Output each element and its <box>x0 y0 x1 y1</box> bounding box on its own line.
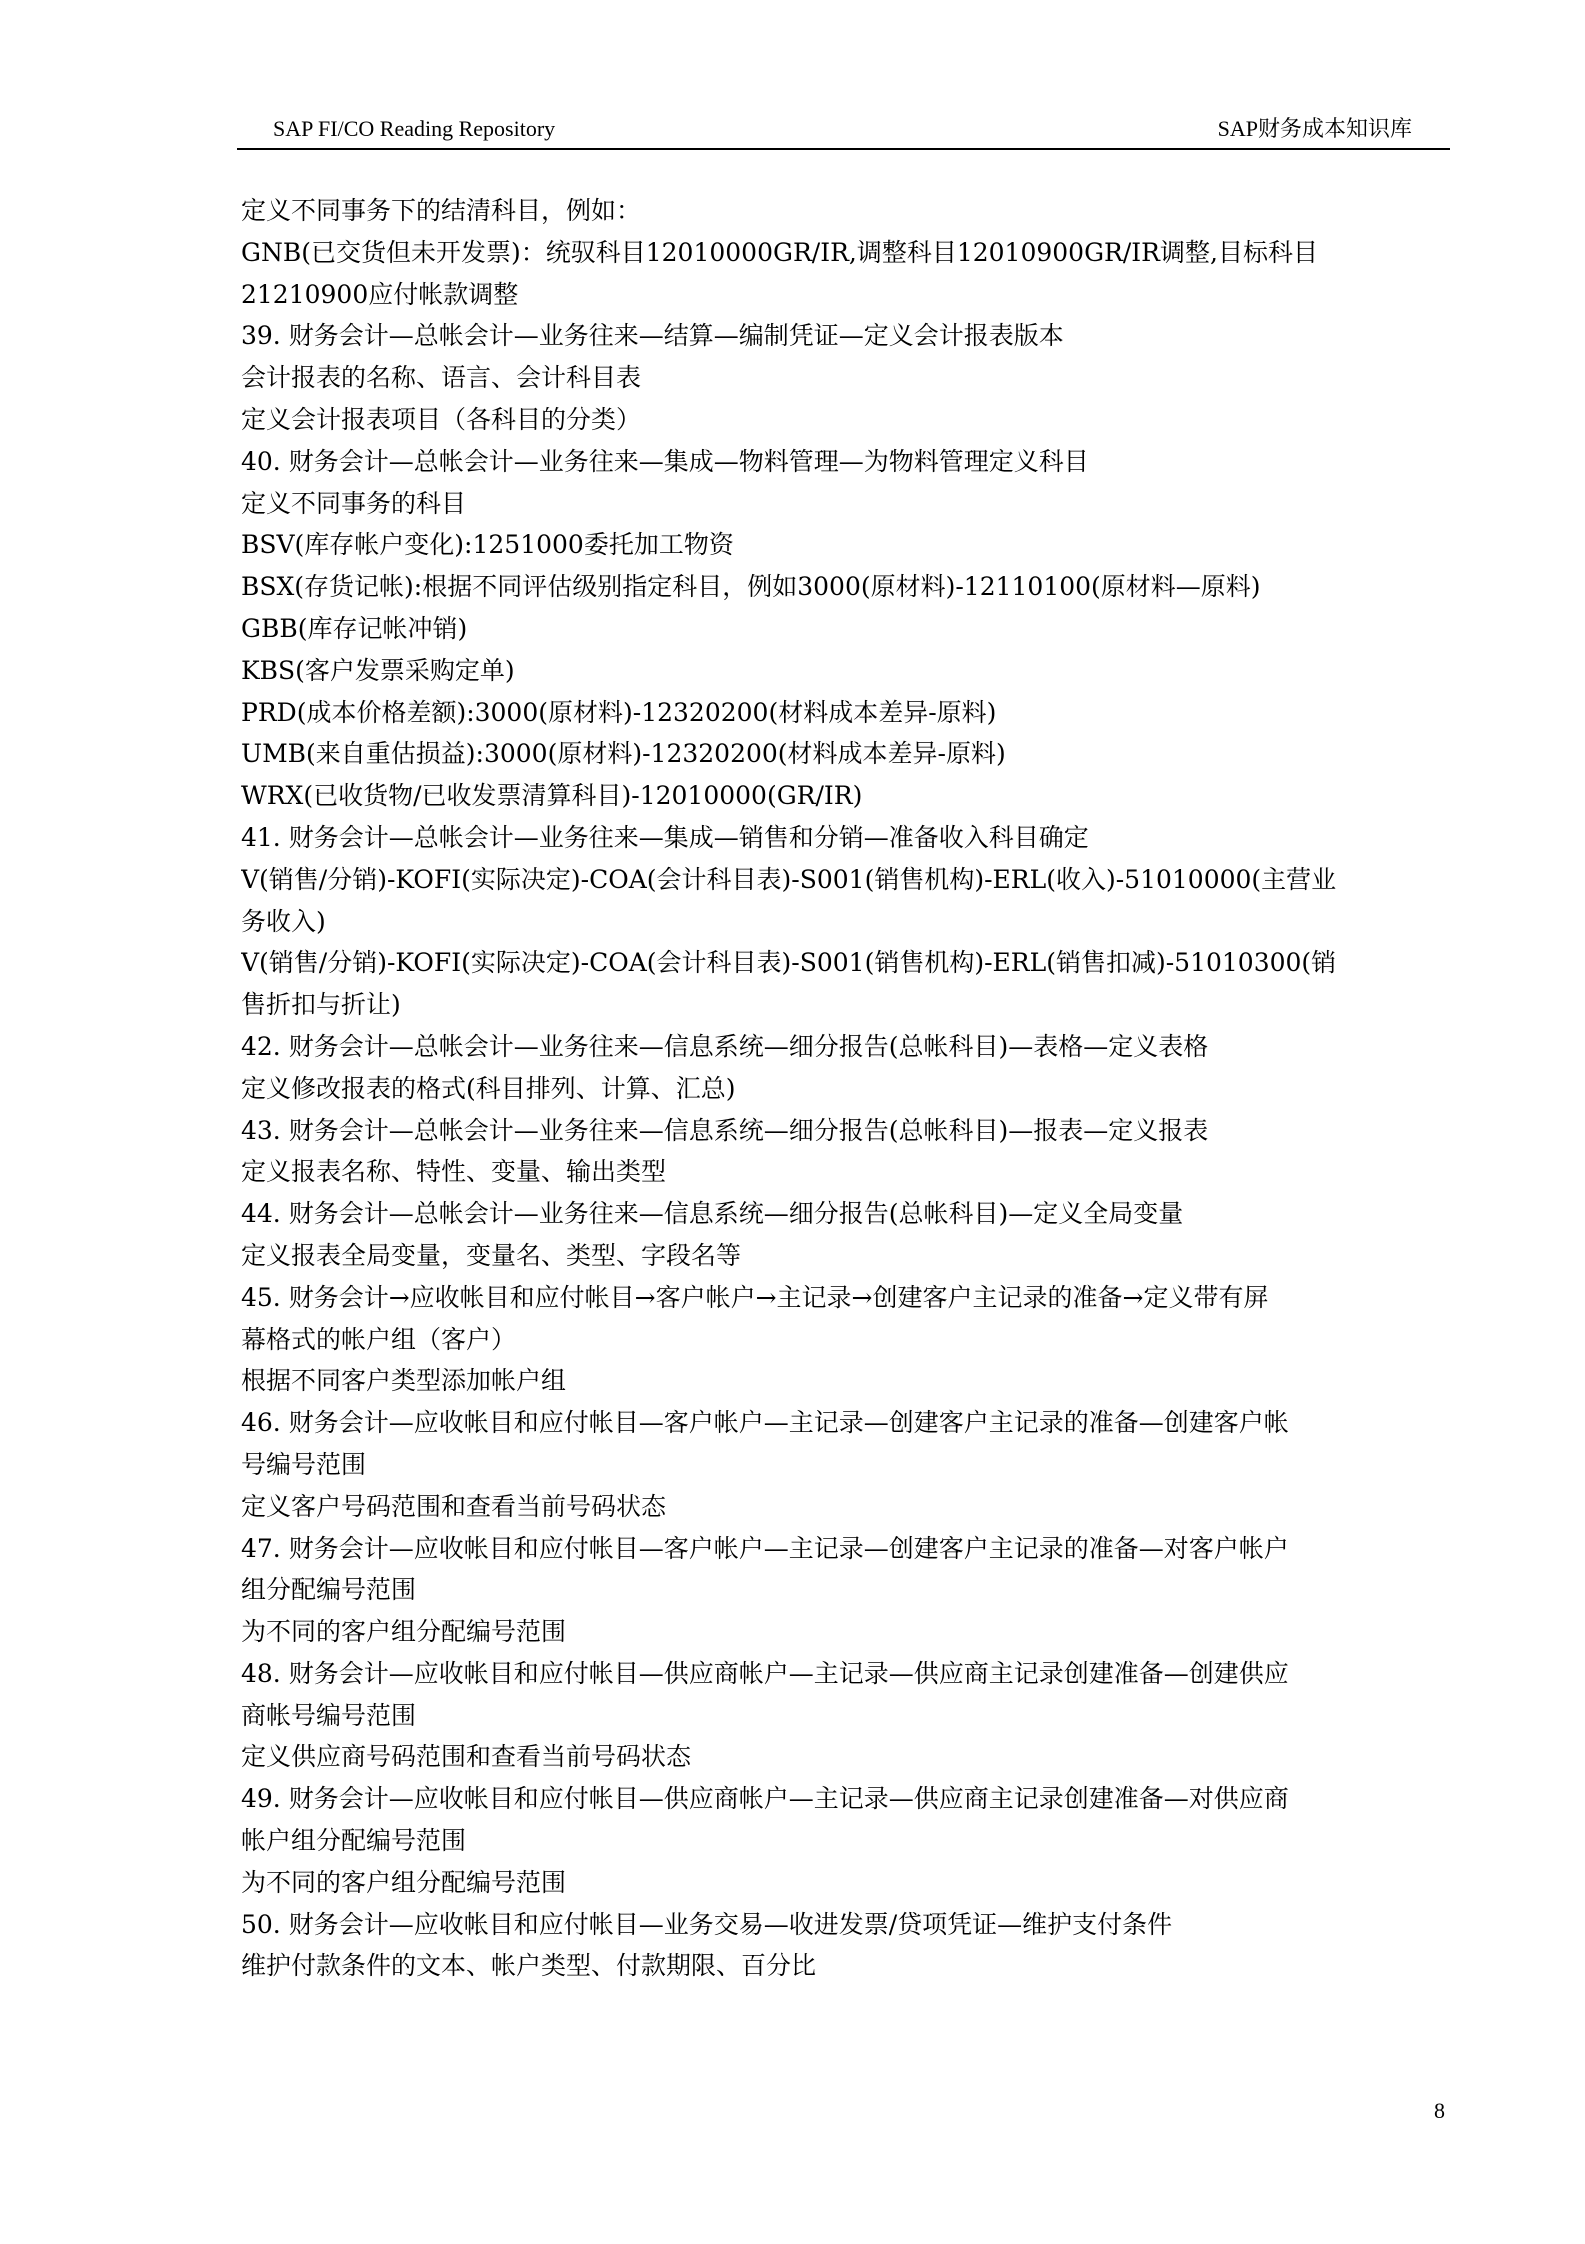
text-line: 定义报表全局变量，变量名、类型、字段名等 <box>241 1240 742 1270</box>
text-line: V(销售/分销)-KOFI(实际决定)-COA(会计科目表)-S001(销售机构)-ERL(收入)-51010000(主营业 <box>241 864 1337 894</box>
page-number: 8 <box>1434 2098 1445 2123</box>
text-line: BSX(存货记帐):根据不同评估级别指定科目，例如3000(原材料)-12110100(原材料—原料) <box>241 572 1261 602</box>
text-line: 45. 财务会计→应收帐目和应付帐目→客户帐户→主记录→创建客户主记录的准备→定义带有屏 <box>241 1282 1269 1312</box>
text-line: 42. 财务会计—总帐会计—业务往来—信息系统—细分报告(总帐科目)—表格—定义表格 <box>241 1031 1209 1061</box>
text-line: 会计报表的名称、语言、会计科目表 <box>241 363 642 393</box>
text-line: 幕格式的帐户组（客户） <box>241 1324 517 1354</box>
text-line: WRX(已收货物/已收发票清算科目)-12010000(GR/IR) <box>241 781 863 811</box>
text-line: 为不同的客户组分配编号范围 <box>241 1617 567 1647</box>
text-line: 44. 财务会计—总帐会计—业务往来—信息系统—细分报告(总帐科目)—定义全局变量 <box>241 1199 1184 1229</box>
text-line: 定义不同事务下的结清科目，例如： <box>241 196 642 225</box>
text-line: 48. 财务会计—应收帐目和应付帐目—供应商帐户—主记录—供应商主记录创建准备—创建供应 <box>241 1658 1289 1688</box>
text-line: 定义修改报表的格式(科目排列、计算、汇总) <box>241 1073 736 1103</box>
text-line: 47. 财务会计—应收帐目和应付帐目—客户帐户—主记录—创建客户主记录的准备—对客户帐户 <box>241 1533 1289 1563</box>
text-line: 50. 财务会计—应收帐目和应付帐目—业务交易—收进发票/贷项凭证—维护支付条件 <box>241 1909 1173 1939</box>
text-line: PRD(成本价格差额):3000(原材料)-12320200(材料成本差异-原料) <box>241 697 997 727</box>
text-line: 根据不同客户类型添加帐户组 <box>241 1366 567 1396</box>
text-line: 帐户组分配编号范围 <box>241 1826 467 1856</box>
header-title-chinese: SAP财务成本知识库 <box>1217 116 1412 141</box>
text-line: KBS(客户发票采购定单) <box>241 655 515 685</box>
text-line: 40. 财务会计—总帐会计—业务往来—集成—物料管理—为物料管理定义科目 <box>241 446 1089 476</box>
text-line: 21210900应付帐款调整 <box>241 279 519 309</box>
text-line: 为不同的客户组分配编号范围 <box>241 1867 567 1897</box>
text-line: UMB(来自重估损益):3000(原材料)-12320200(材料成本差异-原料) <box>241 739 1006 769</box>
text-line: V(销售/分销)-KOFI(实际决定)-COA(会计科目表)-S001(销售机构)-ERL(销售扣减)-51010300(销 <box>241 948 1337 978</box>
document-body <box>241 190 1431 1987</box>
text-line: 维护付款条件的文本、帐户类型、付款期限、百分比 <box>241 1951 817 1981</box>
text-line: 41. 财务会计—总帐会计—业务往来—集成—销售和分销—准备收入科目确定 <box>241 822 1089 852</box>
text-line: 定义会计报表项目（各科目的分类） <box>241 404 642 434</box>
text-line: 组分配编号范围 <box>241 1575 417 1605</box>
text-line: 售折扣与折让) <box>241 990 401 1020</box>
page-header <box>237 108 1450 150</box>
text-line: 定义报表名称、特性、变量、输出类型 <box>241 1157 667 1187</box>
text-line: GNB(已交货但未开发票)：统驭科目12010000GR/IR,调整科目12010900GR/IR调整,目标科目 <box>241 237 1318 267</box>
text-line: 商帐号编号范围 <box>241 1700 417 1730</box>
text-line: 定义客户号码范围和查看当前号码状态 <box>241 1491 667 1521</box>
text-line: 号编号范围 <box>241 1449 367 1479</box>
text-line: 务收入) <box>241 906 326 936</box>
text-line: BSV(库存帐户变化):1251000委托加工物资 <box>241 530 734 560</box>
text-line: GBB(库存记帐冲销) <box>241 613 468 643</box>
text-line: 定义供应商号码范围和查看当前号码状态 <box>241 1742 692 1772</box>
text-line: 46. 财务会计—应收帐目和应付帐目—客户帐户—主记录—创建客户主记录的准备—创建客户帐 <box>241 1408 1289 1438</box>
header-title-english: SAP FI/CO Reading Repository <box>273 116 556 141</box>
text-line: 定义不同事务的科目 <box>241 488 467 518</box>
text-line: 39. 财务会计—总帐会计—业务往来—结算—编制凭证—定义会计报表版本 <box>241 321 1064 351</box>
text-line: 43. 财务会计—总帐会计—业务往来—信息系统—细分报告(总帐科目)—报表—定义报表 <box>241 1115 1209 1145</box>
text-line: 49. 财务会计—应收帐目和应付帐目—供应商帐户—主记录—供应商主记录创建准备—对供应商 <box>241 1784 1289 1814</box>
